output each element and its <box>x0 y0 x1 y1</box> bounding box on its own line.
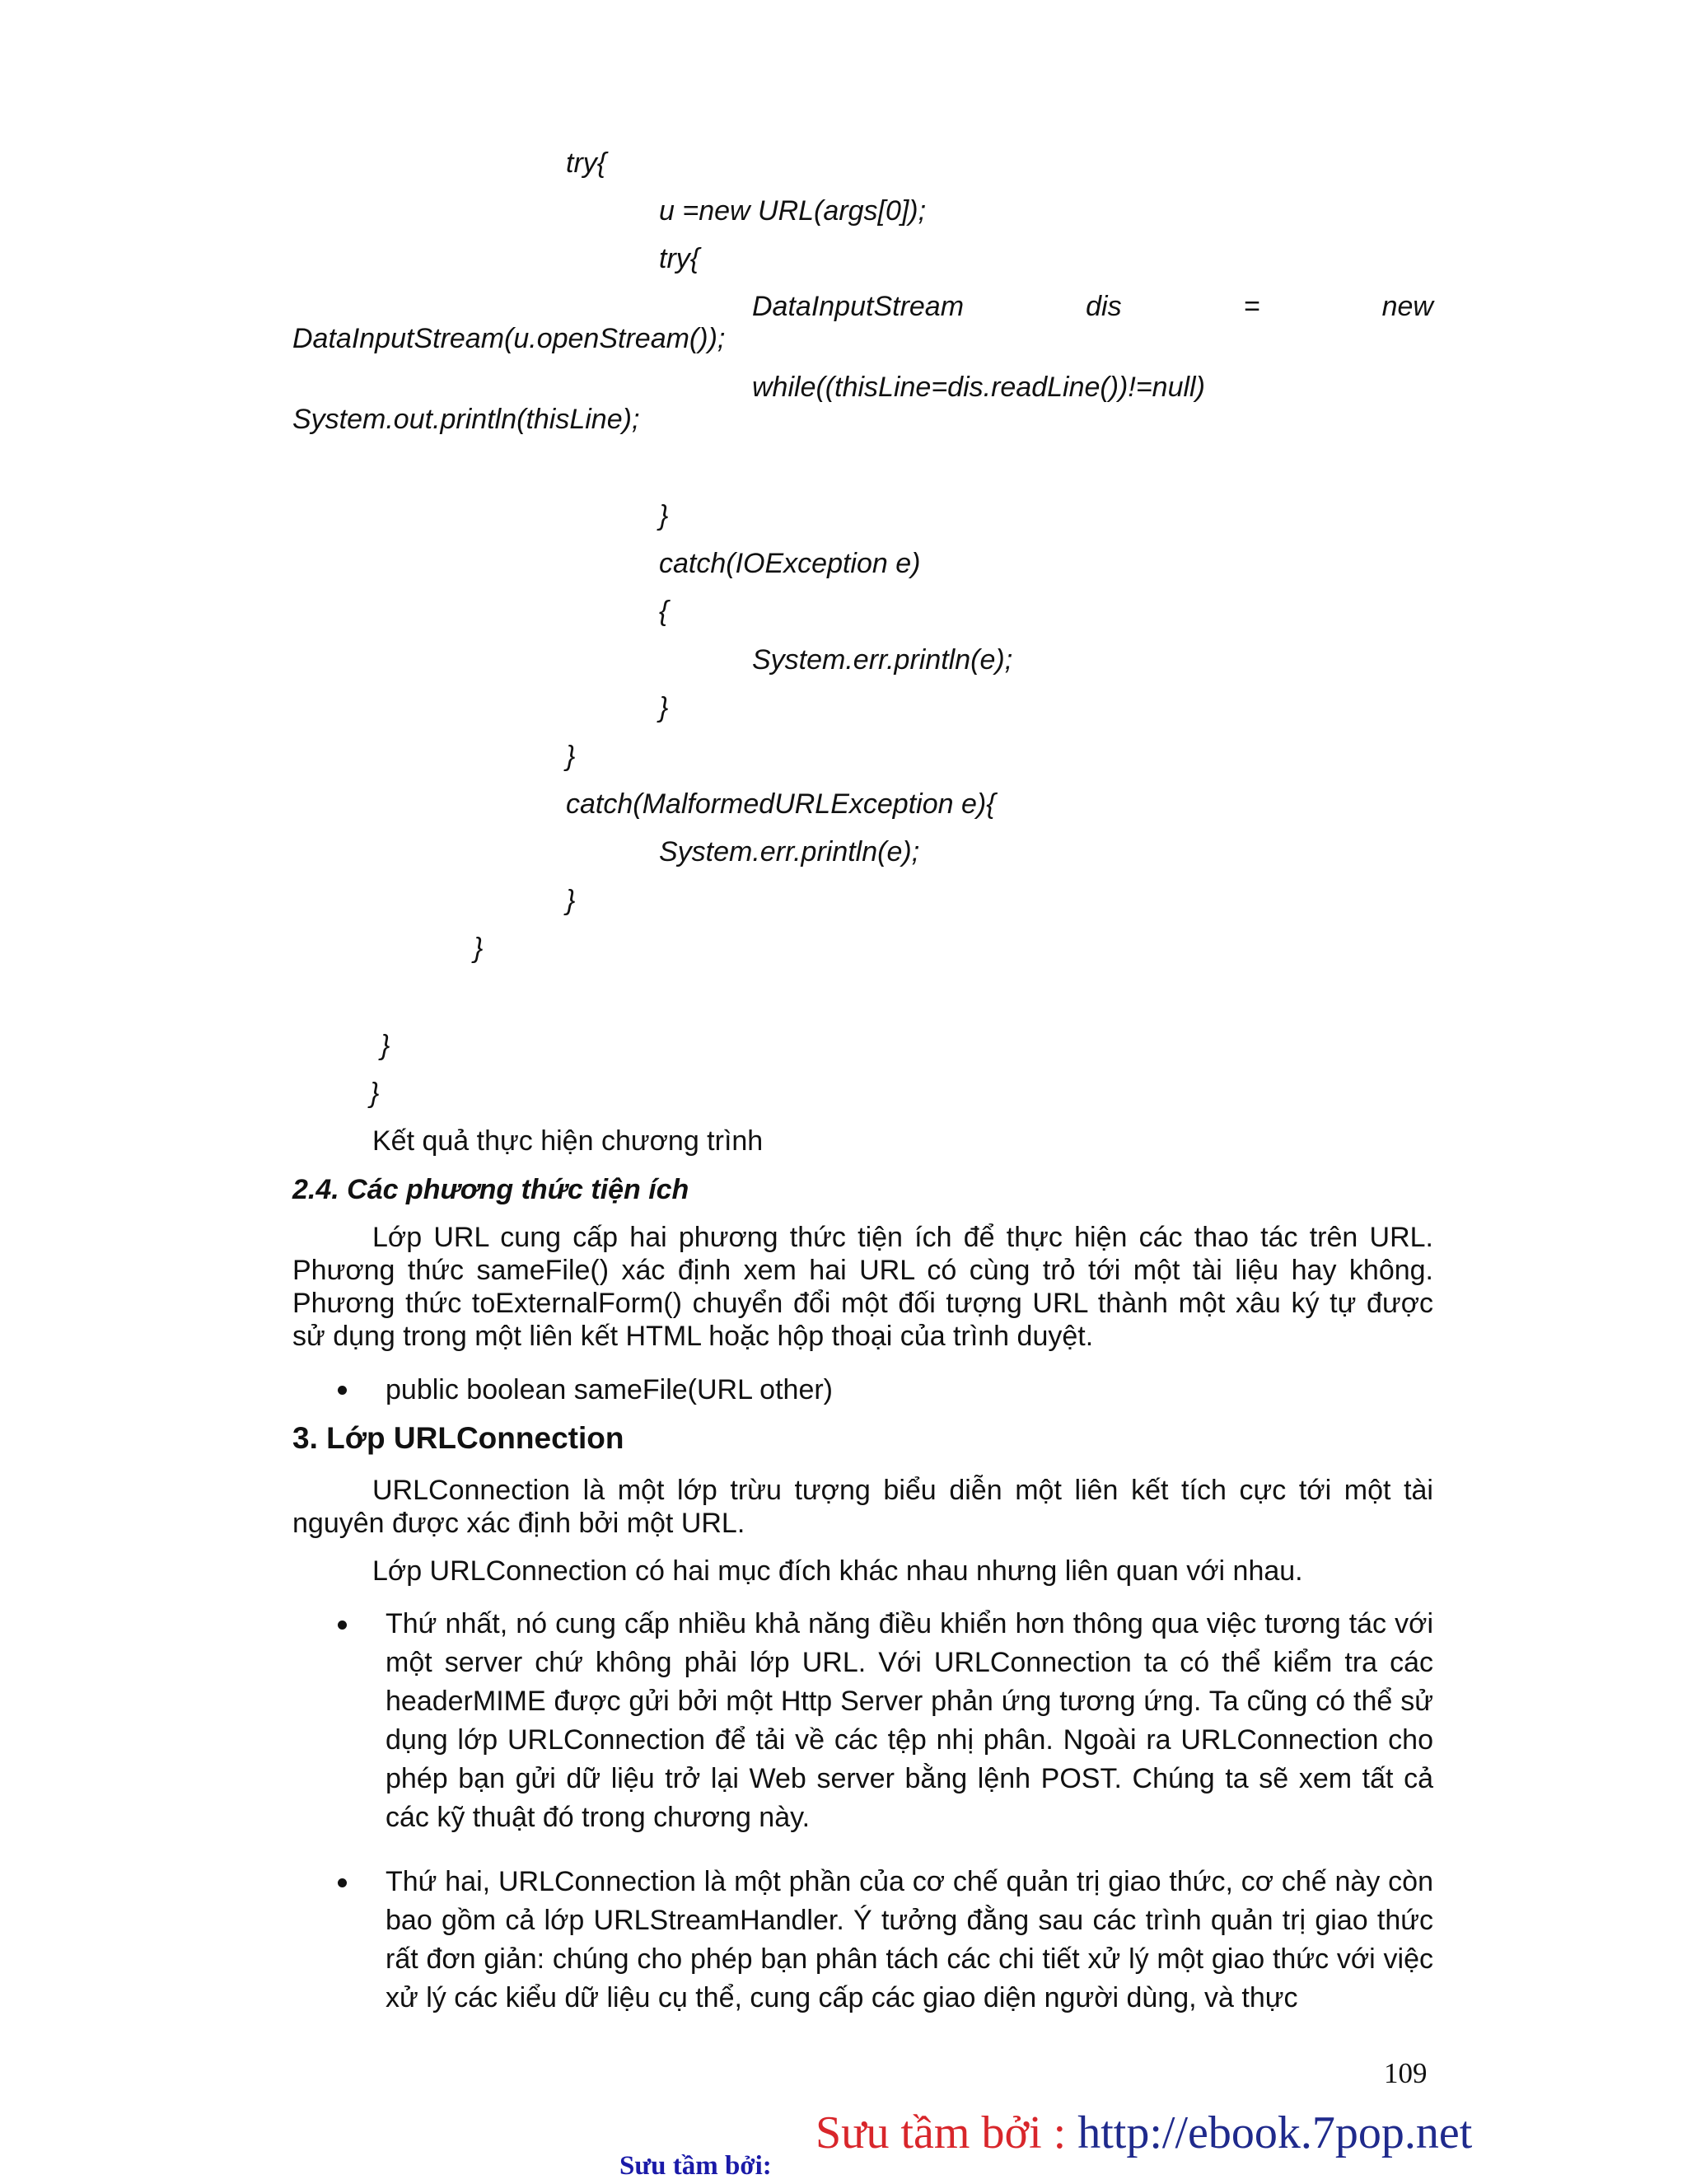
section-heading-2-4: 2.4. Các phương thức tiện ích <box>292 1174 689 1205</box>
code-line-while: while((thisLine=dis.readLine())!=null) <box>752 372 1205 403</box>
section-3-paragraph-2: Lớp URLConnection có hai mục đích khác nhau nhưng liên quan với nhau. <box>372 1555 1303 1587</box>
code-line-close-brace-b: } <box>370 1078 380 1109</box>
bullet-icon <box>338 1386 347 1395</box>
code-line-url-assign: u =new URL(args[0]); <box>659 195 927 227</box>
code-line-try-outer: try{ <box>566 147 607 179</box>
code-line-dis-decl <box>292 290 1433 323</box>
code-line-println: System.out.println(thisLine); <box>292 404 640 435</box>
code-line-err-print-1: System.err.println(e); <box>752 644 1013 676</box>
bullet-icon <box>338 1620 347 1630</box>
code-line-err-print-2: System.err.println(e); <box>659 836 920 868</box>
footer-banner-prefix: Sưu tầm bởi : <box>815 2107 1078 2158</box>
section-2-4-bullet: public boolean sameFile(URL other) <box>386 1374 834 1405</box>
result-label: Kết quả thực hiện chương trình <box>372 1125 764 1157</box>
code-token: dis <box>1086 291 1122 322</box>
page-number: 109 <box>1384 2057 1428 2089</box>
section-heading-3: 3. Lớp URLConnection <box>292 1421 624 1455</box>
footer-label: Sưu tầm bởi: <box>619 2151 772 2181</box>
code-line-close-method: } <box>474 933 484 964</box>
code-line-close-catch-io: } <box>659 692 669 723</box>
code-line-close-catch-malformed: } <box>566 885 576 916</box>
code-line-try-inner: try{ <box>659 243 700 274</box>
code-token: = <box>1243 291 1260 322</box>
code-line-open-catch-io: { <box>659 596 669 627</box>
bullet-icon <box>338 1878 347 1887</box>
section-3-bullet-1: Thứ nhất, nó cung cấp nhiều khả năng điều khiển hơn thông qua việc tương tác với một server chứ không phải lớp URL. Với URLConnection ta có thể kiểm tra các headerMIME được gửi bởi một Http Server phản ứng tương ứng. Ta cũng có thể sử dụng lớp URLConnection để tải về các tệp nhị phân. Ngoài ra URLConnection cho phép bạn gửi dữ liệu trở lại Web server bằng lệnh POST. Chúng ta sẽ xem tất cả các kỹ thuật đó trong chương này. <box>386 1608 1433 1833</box>
code-line-close-outer-try: } <box>566 741 576 772</box>
code-token: new <box>1381 291 1433 322</box>
code-line-catch-malformed: catch(MalformedURLException e){ <box>566 788 996 820</box>
footer-banner-link[interactable]: http://ebook.7pop.net <box>1077 2107 1473 2158</box>
code-line-close-brace-a: } <box>381 1030 390 1061</box>
code-line-close-inner-try: } <box>659 500 669 531</box>
section-3-bullet-2: Thứ hai, URLConnection là một phần của cơ chế quản trị giao thức, cơ chế này còn bao gồm cả lớp URLStreamHandler. Ý tưởng đằng sau các trình quản trị giao thức rất đơn giản: chúng cho phép bạn phân tách các chi tiết xử lý một giao thức với việc xử lý các kiểu dữ liệu cụ thể, cung cấp các giao diện người dùng, và thực <box>386 1866 1433 2013</box>
code-token: DataInputStream <box>752 291 965 322</box>
section-3-paragraph-1: URLConnection là một lớp trừu tượng biểu diễn một liên kết tích cực tới một tài nguyên được xác định bởi một URL. <box>292 1475 1433 1539</box>
footer-banner[interactable] <box>815 2106 1472 2160</box>
section-2-4-paragraph: Lớp URL cung cấp hai phương thức tiện ích để thực hiện các thao tác trên URL. Phương thức sameFile() xác định xem hai URL có cùng trỏ tới một tài liệu hay không. Phương thức toExternalForm() chuyển đổi một đối tượng URL thành một xâu ký tự được sử dụng trong một liên kết HTML hoặc hộp thoại của trình duyệt. <box>292 1222 1433 1352</box>
code-line-dis-decl-cont: DataInputStream(u.openStream()); <box>292 323 726 354</box>
code-line-catch-io: catch(IOException e) <box>659 548 921 579</box>
